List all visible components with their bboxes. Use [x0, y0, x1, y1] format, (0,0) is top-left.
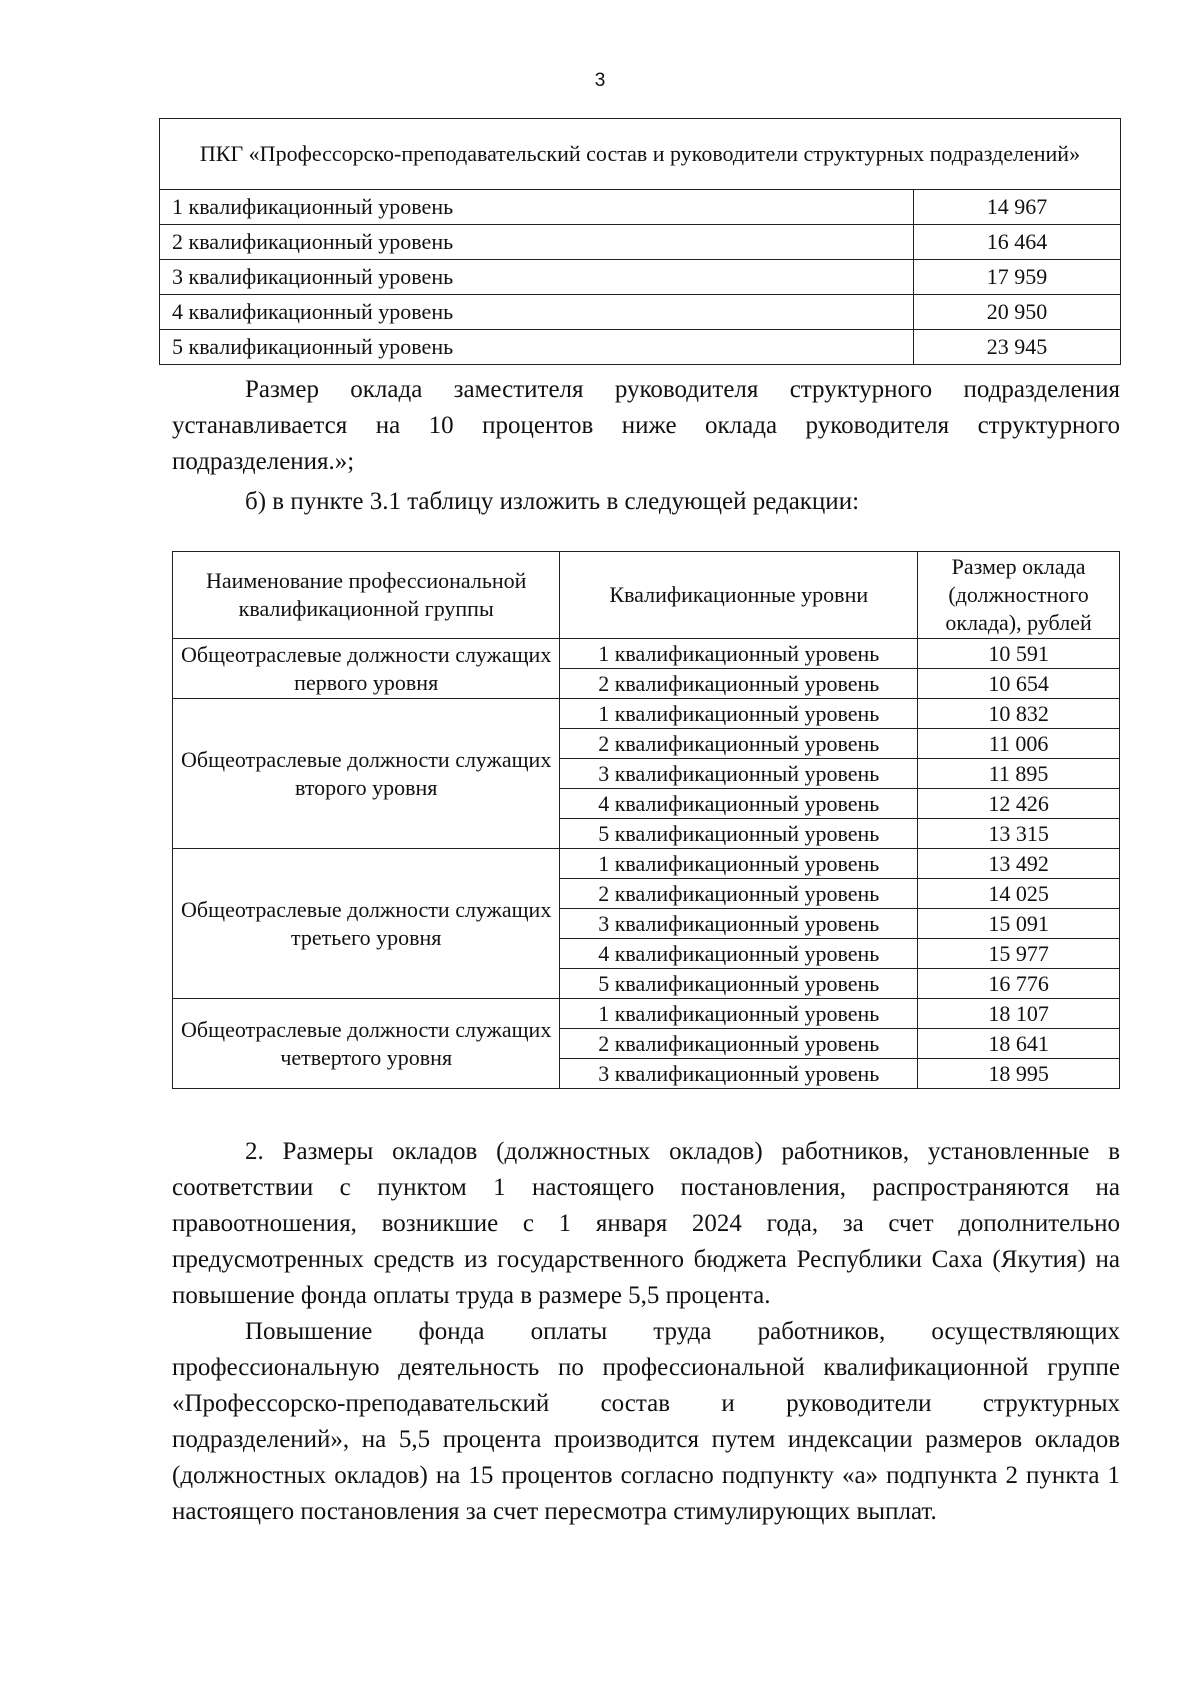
salary-value-cell: 10 832: [918, 699, 1120, 729]
header-qualification-levels: Квалификационные уровни: [560, 552, 918, 639]
salary-value-cell: 15 977: [918, 939, 1120, 969]
pkg-header-cell: ПКГ «Профессорско-преподавательский состав и руководители структурных подразделений»: [160, 119, 1121, 190]
group-name-cell: Общеотраслевые должности служащих третьего уровня: [173, 849, 560, 999]
page-number: 3: [594, 70, 606, 91]
salary-value-cell: 13 315: [918, 819, 1120, 849]
salary-value-cell: 11 895: [918, 759, 1120, 789]
header-salary: Размер оклада (должностного оклада), рублей: [918, 552, 1120, 639]
qualification-level-cell: 1 квалификационный уровень: [160, 190, 914, 225]
group-name-cell: Общеотраслевые должности служащих первого уровня: [173, 639, 560, 699]
group-name-cell: Общеотраслевые должности служащих четвертого уровня: [173, 999, 560, 1089]
qualification-level-cell: 2 квалификационный уровень: [560, 1029, 918, 1059]
salary-value-cell: 10 654: [918, 669, 1120, 699]
salary-value-cell: 18 641: [918, 1029, 1120, 1059]
qualification-level-cell: 4 квалификационный уровень: [560, 789, 918, 819]
qualification-level-cell: 1 квалификационный уровень: [560, 999, 918, 1029]
salary-value-cell: 15 091: [918, 909, 1120, 939]
paragraph-deputy-salary: Размер оклада заместителя руководителя структурного подразделения устанавливается на 10 процентов ниже оклада руководителя структурного подразделения.»;: [172, 376, 1120, 475]
salary-value-cell: 18 995: [918, 1059, 1120, 1089]
qualification-level-cell: 1 квалификационный уровень: [560, 699, 918, 729]
qualification-level-cell: 4 квалификационный уровень: [560, 939, 918, 969]
salary-value-cell: 16 776: [918, 969, 1120, 999]
salary-value-cell: 17 959: [914, 260, 1121, 295]
salary-value-cell: 16 464: [914, 225, 1121, 260]
qualification-level-cell: 2 квалификационный уровень: [560, 729, 918, 759]
table-row: [160, 295, 1121, 330]
salary-value-cell: 18 107: [918, 999, 1120, 1029]
qualification-level-cell: 1 квалификационный уровень: [560, 849, 918, 879]
salary-value-cell: 23 945: [914, 330, 1121, 365]
qualification-level-cell: 5 квалификационный уровень: [560, 819, 918, 849]
salary-value-cell: 14 967: [914, 190, 1121, 225]
table-row: [160, 190, 1121, 225]
salary-value-cell: 12 426: [918, 789, 1120, 819]
qualification-level-cell: 3 квалификационный уровень: [560, 759, 918, 789]
group-name-cell: Общеотраслевые должности служащих второго уровня: [173, 699, 560, 849]
qualification-level-cell: 5 квалификационный уровень: [160, 330, 914, 365]
header-group-name: Наименование профессиональной квалификационной группы: [173, 552, 560, 639]
table-row: [160, 330, 1121, 365]
qualification-level-cell: 5 квалификационный уровень: [560, 969, 918, 999]
table-row: [160, 260, 1121, 295]
pkg-professors-table: [159, 118, 1121, 365]
salary-value-cell: 10 591: [918, 639, 1120, 669]
table-row: [173, 999, 1120, 1029]
qualification-level-cell: 2 квалификационный уровень: [160, 225, 914, 260]
qualification-level-cell: 1 квалификационный уровень: [560, 639, 918, 669]
salary-value-cell: 20 950: [914, 295, 1121, 330]
qualification-level-cell: 2 квалификационный уровень: [560, 669, 918, 699]
table-row: [173, 639, 1120, 669]
qualification-level-cell: 3 квалификационный уровень: [160, 260, 914, 295]
paragraph-table-intro: б) в пункте 3.1 таблицу изложить в следующей редакции:: [245, 488, 860, 515]
table-header-row: [160, 119, 1121, 190]
paragraph-fund-increase: Повышение фонда оплаты труда работников, осуществляющих профессиональную деятельность по профессиональной квалификационной группе «Профессорско-преподавательский состав и руководители структурных подразделений», на 5,5 процента производится путем индексации размеров окладов (должностных окладов) на 15 процентов согласно подпункту «а» подпункта 2 пункта 1 настоящего постановления за счет пересмотра стимулирующих выплат.: [172, 1318, 1120, 1525]
salary-value-cell: 14 025: [918, 879, 1120, 909]
qualification-level-cell: 4 квалификационный уровень: [160, 295, 914, 330]
qualification-level-cell: 3 квалификационный уровень: [560, 909, 918, 939]
table-row: [173, 699, 1120, 729]
salary-value-cell: 11 006: [918, 729, 1120, 759]
table-header-row: [173, 552, 1120, 639]
table-row: [160, 225, 1121, 260]
qualification-level-cell: 2 квалификационный уровень: [560, 879, 918, 909]
salary-table: [172, 551, 1120, 1089]
paragraph-2: 2. Размеры окладов (должностных окладов) работников, установленные в соответствии с пунктом 1 настоящего постановления, распространяются на правоотношения, возникшие с 1 января 2024 года, за счет дополнительно предусмотренных средств из государственного бюджета Республики Саха (Якутия) на повышение фонда оплаты труда в размере 5,5 процента.: [172, 1138, 1120, 1309]
qualification-level-cell: 3 квалификационный уровень: [560, 1059, 918, 1089]
table-row: [173, 849, 1120, 879]
salary-value-cell: 13 492: [918, 849, 1120, 879]
